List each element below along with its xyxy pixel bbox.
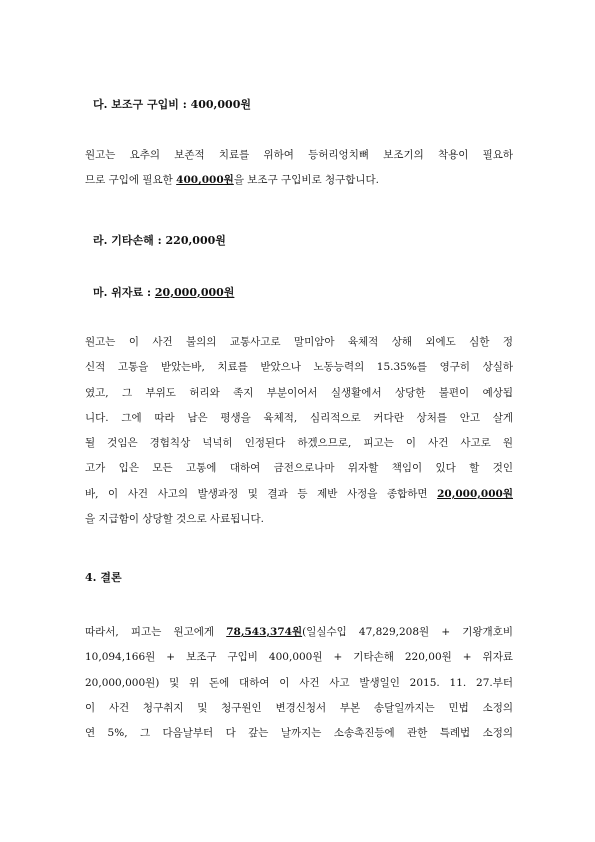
text-run: 바, 이 사건 사고의 발생과정 및 결과 등 제반 사정을 종합하면 [85,487,438,500]
paragraph-line [85,431,513,456]
paragraph-line [85,482,513,507]
paragraph-line [85,645,513,670]
text-run: 고가 입은 모든 고통에 대하여 금전으로나마 위자할 책임이 있다 할 것인 [85,462,513,475]
text-run: 원고는 요추의 보존적 치료를 위하여 등허리엉치뼈 보조기의 착용이 필요하 [85,149,513,161]
section-4-heading: 4. 결론 [85,571,122,584]
text-run: 연 5%, 그 다음날부터 다 갚는 날까지는 소송촉진등에 관한 특례법 소정의 [85,727,513,740]
text-run: 20,000,000원) 및 위 돈에 대하여 이 사건 사고 발생일인 2015. 11. 27.부터 [85,676,513,689]
amount-emphasis: 78,543,374원 [226,626,303,638]
paragraph-line [85,620,513,645]
paragraph-line [85,696,513,721]
section-ma-heading [93,284,234,300]
text-run: 원고는 이 사건 불의의 교통사고로 말미암아 육체적 상해 외에도 심한 정 [85,336,513,348]
section-da-heading: 다. 보조구 구입비 : 400,000원 [93,98,251,111]
text-run: 10,094,166원 + 보조구 구입비 400,000원 + 기타손해 220,00원 + 위자료 [85,651,513,664]
paragraph-line [85,507,513,532]
text-run: 이 사건 청구취지 및 청구원인 변경신청서 부본 송달일까지는 민법 소정의 [85,701,513,714]
paragraph-line [85,168,513,193]
paragraph-line [85,381,513,406]
amount-emphasis: 20,000,000원 [437,487,513,500]
text-run: (일실수입 47,829,208원 + 기왕개호비 [302,626,513,638]
section-ma-paragraph [85,330,513,532]
paragraph-line [85,330,513,355]
paragraph-line [85,671,513,696]
text-run: 신적 고통을 받았는바, 치료를 받았으나 노동능력의 15.35%를 영구히 상실하 [85,361,513,374]
paragraph-line [85,355,513,380]
text-run: 을 지급함이 상당할 것으로 사료됩니다. [85,513,264,526]
paragraph-line [85,143,513,168]
amount-emphasis: 400,000원 [176,174,234,187]
heading-amount: 20,000,000원 [154,286,235,299]
section-da-paragraph [85,143,513,194]
text-run: 므로 구입에 필요한 [85,174,177,187]
paragraph-line [85,406,513,431]
text-run: 니다. 그에 따라 남은 평생을 육체적, 심리적으로 커다란 상처를 안고 살게 [85,411,513,424]
paragraph-line [85,456,513,481]
heading-prefix: 마. 위자료 : [93,286,155,299]
text-run: 였고, 그 부위도 허리와 족지 부분이어서 실생활에서 상당한 불편이 예상됩 [85,386,513,399]
paragraph-line [85,721,513,746]
text-run: 따라서, 피고는 원고에게 [85,626,227,638]
section-4-paragraph [85,620,513,746]
text-run: 될 것임은 경험칙상 넉넉히 인정된다 하겠으므로, 피고는 이 사건 사고로 원 [85,437,513,450]
text-run: 을 보조구 구입비로 청구합니다. [233,174,380,187]
section-ra-heading: 라. 기타손해 : 220,000원 [93,234,226,247]
